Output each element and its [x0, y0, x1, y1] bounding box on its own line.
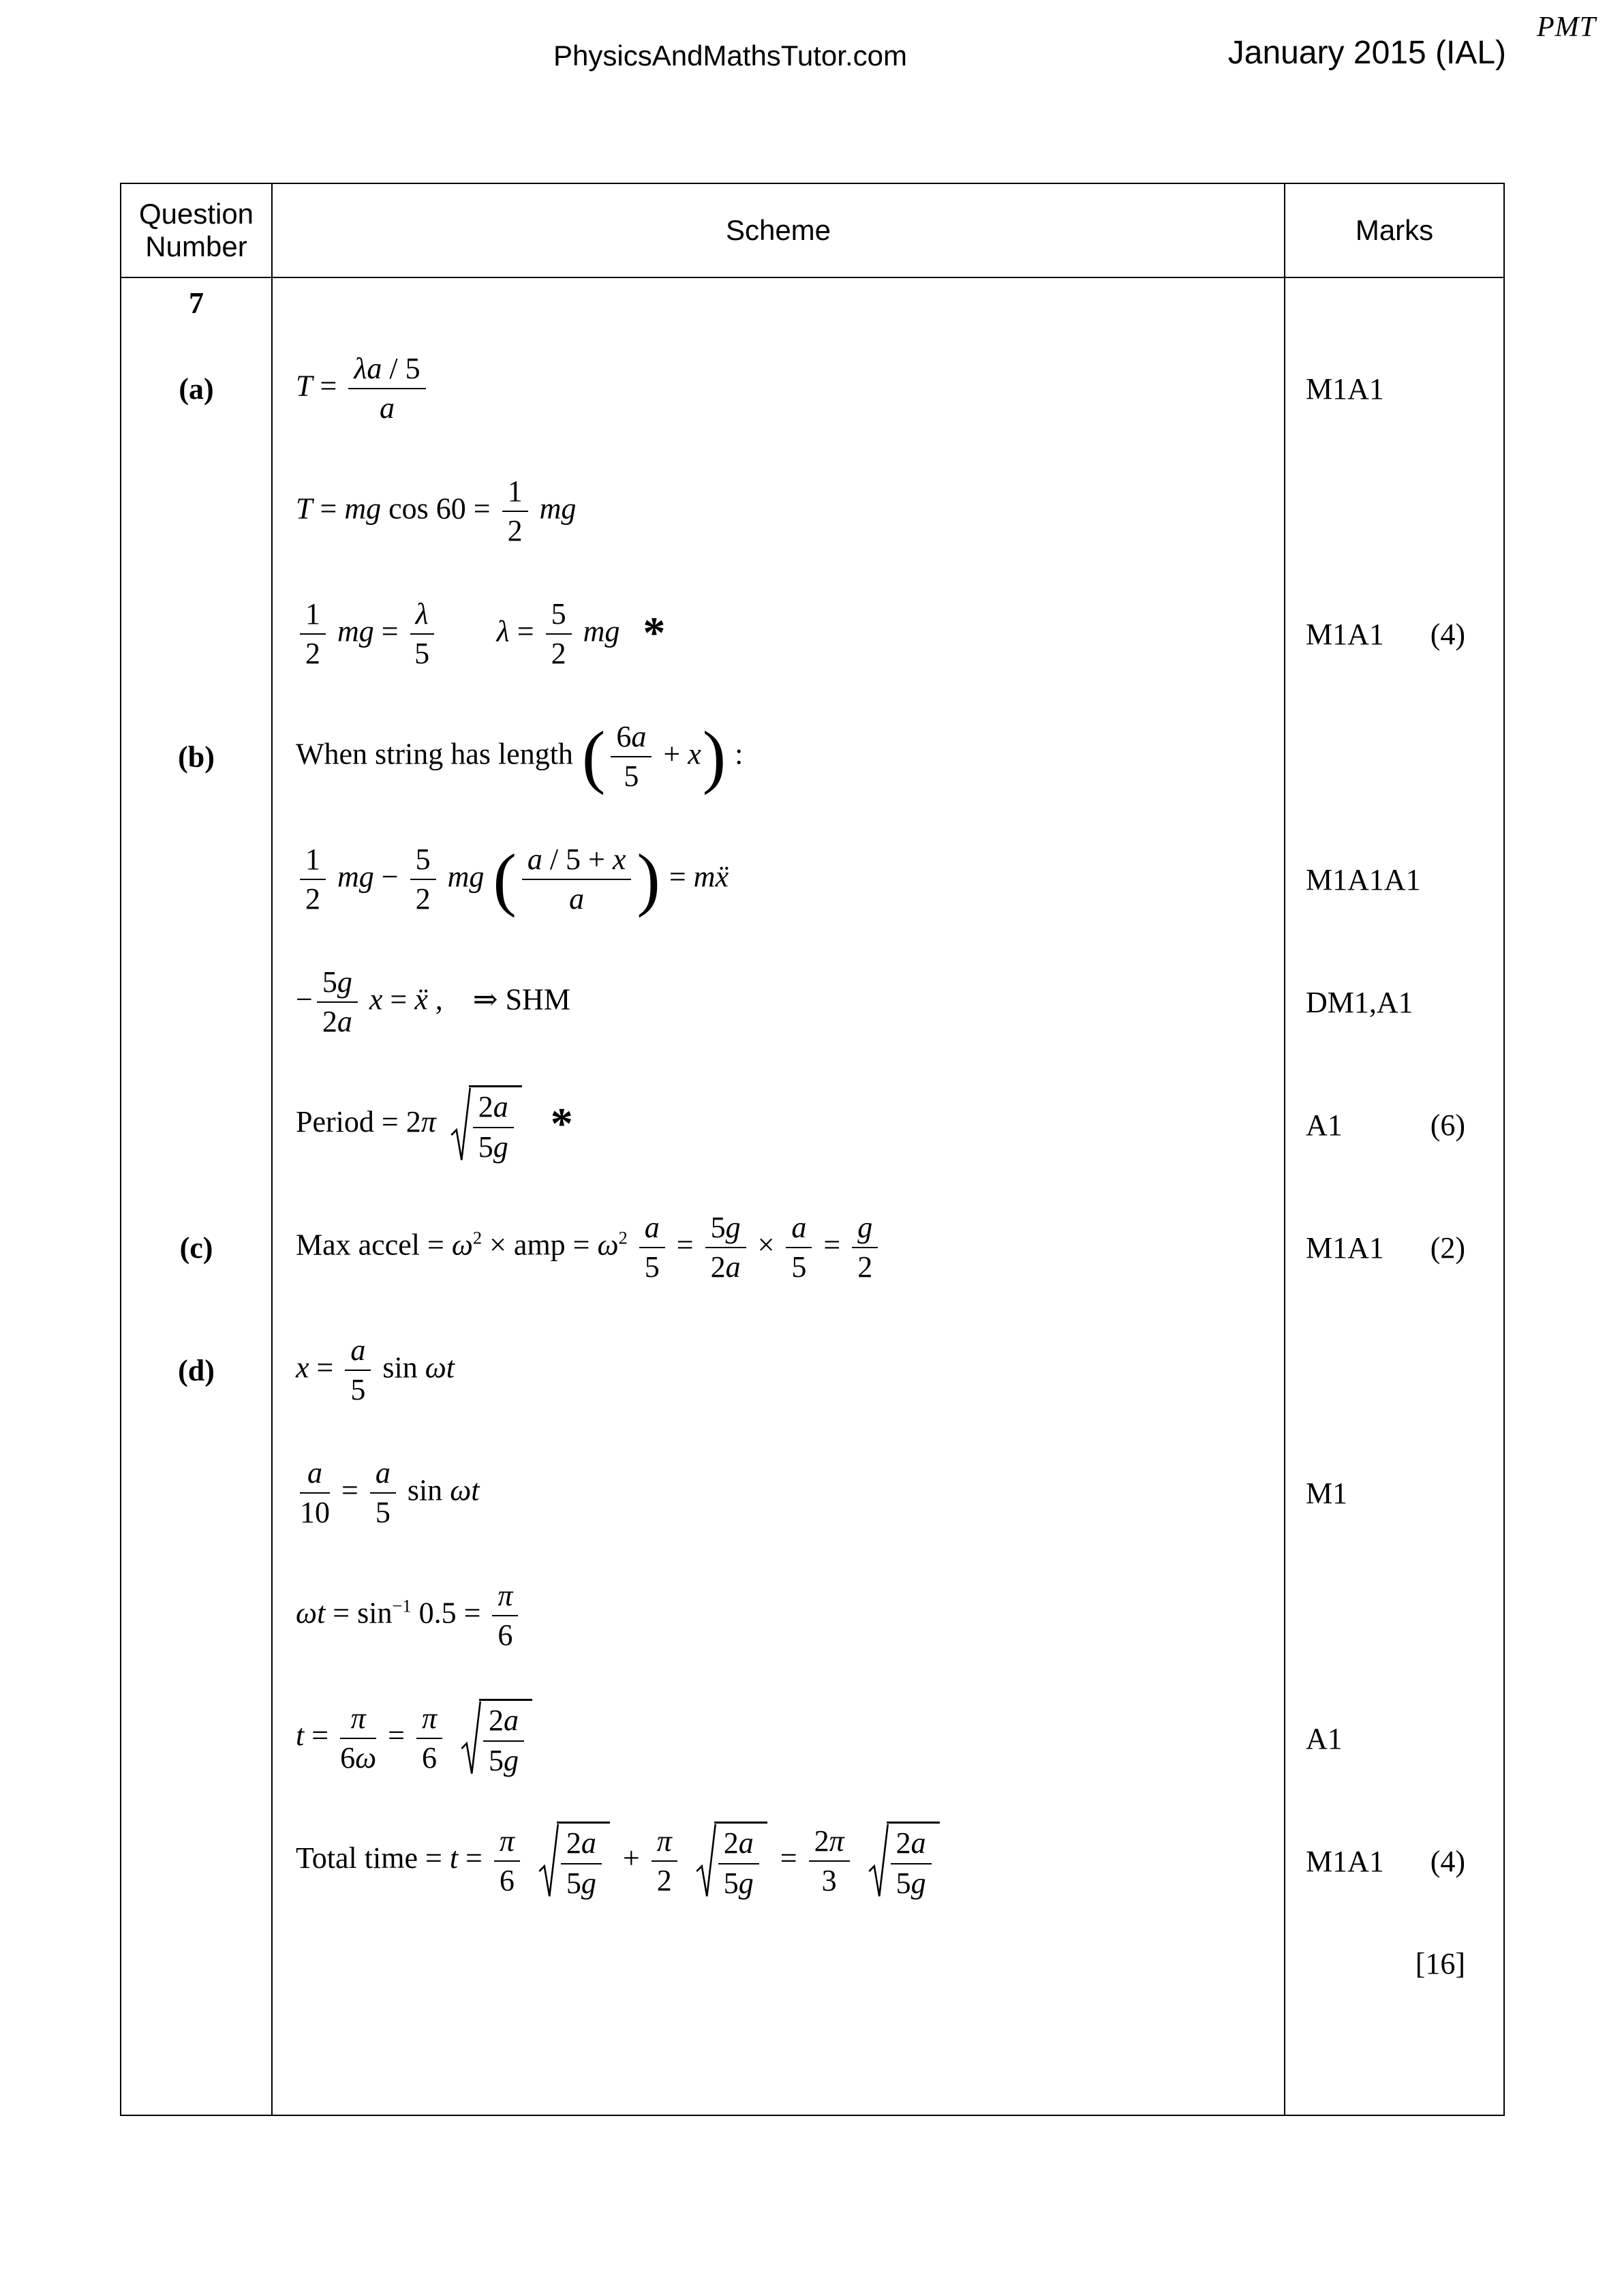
pmt-watermark: PMT	[1537, 12, 1596, 43]
formula: $\frac{a}{10}$ = $\frac{a}{5}$ sin ωt	[300, 1455, 480, 1529]
formula: Max accel = $\omega^2$ × amp = $\omega^2$ $\frac{a}{5}$ = $\frac{5g}{2a}$ × $\frac{a}{5}$ = $\frac{g}{2}$	[296, 1212, 882, 1283]
formula: − $\frac{5g}{2a}$ x = ẍ , ⇒ SHM	[296, 965, 570, 1038]
part-label	[121, 818, 273, 941]
filler-marks-cell	[1285, 2004, 1503, 2115]
marks: M1A1	[1306, 372, 1384, 406]
header-marks: Marks	[1355, 214, 1434, 246]
marks-note: (4)	[1430, 617, 1465, 651]
part-label: (a)	[121, 327, 273, 450]
mark-scheme-table	[120, 183, 1505, 2116]
marks: M1A1	[1306, 1230, 1384, 1265]
formula: T = $\frac{\lambda a / 5}{a}$	[296, 353, 430, 424]
marks: M1A1	[1306, 1844, 1384, 1878]
marks-cell	[1285, 1677, 1503, 1800]
formula-cell	[273, 278, 1285, 327]
formula-cell	[273, 695, 1285, 818]
formula-cell	[273, 1677, 1285, 1800]
formula: Total time = t = $\frac{\pi}{6}$ 2a 5g + $\frac{\pi}{2}$ 2a 5g = $\frac{2\pi}{3}$ 2a 5g	[296, 1822, 945, 1900]
formula-cell	[273, 327, 1285, 450]
site-title: PhysicsAndMathsTutor.com	[553, 40, 907, 72]
formula-cell	[273, 1554, 1285, 1677]
table-filler-row	[121, 2004, 1503, 2115]
marks-cell	[1285, 278, 1503, 327]
marks-cell	[1285, 1554, 1503, 1677]
header-scheme: Scheme	[273, 184, 1285, 277]
part-label	[121, 941, 273, 1063]
marks-cell	[1285, 1309, 1503, 1432]
part-label	[121, 1677, 273, 1800]
header-question-number: Question Number	[121, 184, 273, 277]
scheme-row	[121, 941, 1503, 1063]
formula: $\omega t = \sin^{-1} 0.5$ = $\frac{\pi}{6}$	[296, 1580, 522, 1651]
table-header-row	[121, 184, 1503, 278]
formula-cell	[273, 1063, 1285, 1186]
part-label: (c)	[121, 1186, 273, 1309]
marks-note: (2)	[1430, 1230, 1465, 1265]
scheme-row	[121, 1309, 1503, 1432]
scheme-row	[121, 450, 1503, 573]
marks-cell	[1285, 818, 1503, 941]
formula-cell	[273, 1186, 1285, 1309]
formula: x = $\frac{a}{5}$ sin ωt	[296, 1333, 455, 1406]
scheme-row	[121, 1063, 1503, 1186]
part-label	[121, 1063, 273, 1186]
marks: M1	[1306, 1476, 1348, 1510]
part-label: 7	[121, 278, 273, 327]
filler-scheme-cell	[273, 2004, 1285, 2115]
marks: M1A1A1	[1306, 862, 1421, 896]
formula-cell	[273, 1309, 1285, 1432]
formula-cell	[273, 573, 1285, 695]
formula: Period = 2π 2a 5g *	[296, 1085, 573, 1164]
scheme-row	[121, 1554, 1503, 1677]
part-label	[121, 1432, 273, 1554]
formula-cell	[273, 1432, 1285, 1554]
marks-cell	[1285, 1800, 1503, 1922]
formula: t = $\frac{\pi}{6\omega}$ = $\frac{\pi}{6}$ 2a 5g	[296, 1699, 538, 1777]
formula-cell	[273, 1922, 1285, 2004]
part-label	[121, 450, 273, 573]
scheme-row	[121, 1800, 1503, 1922]
formula: $\frac{1}{2}$ mg = $\frac{\lambda}{5}$ λ = $\frac{5}{2}$ mg *	[296, 599, 665, 669]
marks: DM1,A1	[1306, 985, 1413, 1019]
part-label	[121, 1554, 273, 1677]
marks: A1	[1306, 1721, 1343, 1755]
marks: A1	[1306, 1108, 1343, 1142]
radical-sign-icon	[450, 1085, 471, 1164]
marks-note: (6)	[1430, 1108, 1465, 1142]
part-label	[121, 573, 273, 695]
radical-sign-icon	[461, 1699, 481, 1777]
marks-note: [16]	[1415, 1946, 1465, 1980]
radical-sign-icon	[696, 1822, 716, 1900]
formula-cell	[273, 450, 1285, 573]
scheme-row	[121, 1186, 1503, 1309]
marks-cell	[1285, 1922, 1503, 2004]
formula: $\frac{1}{2}$ mg − $\frac{5}{2}$ mg ( $\frac{a / 5 + x}{a}$ ) = mẍ	[296, 844, 729, 915]
marks-note: (4)	[1430, 1844, 1465, 1878]
formula-cell	[273, 1800, 1285, 1922]
filler-question-cell	[121, 2004, 273, 2115]
part-label: (d)	[121, 1309, 273, 1432]
scheme-row	[121, 327, 1503, 450]
marks-cell	[1285, 695, 1503, 818]
scheme-row	[121, 278, 1503, 327]
radical-sign-icon	[538, 1822, 559, 1900]
scheme-rows	[121, 278, 1503, 2115]
marks-cell	[1285, 941, 1503, 1063]
date-title: January 2015 (IAL)	[1227, 35, 1506, 71]
marks-cell	[1285, 1186, 1503, 1309]
formula: When string has length ( $\frac{6a}{5}$ + x) :	[296, 718, 744, 796]
formula-cell	[273, 941, 1285, 1063]
radical-sign-icon	[868, 1822, 889, 1900]
formula-cell	[273, 818, 1285, 941]
marks-cell	[1285, 573, 1503, 695]
marks-cell	[1285, 327, 1503, 450]
part-label	[121, 1800, 273, 1922]
scheme-row	[121, 573, 1503, 695]
marks-cell	[1285, 450, 1503, 573]
scheme-row	[121, 1922, 1503, 2004]
part-label: (b)	[121, 695, 273, 818]
scheme-row	[121, 1432, 1503, 1554]
scheme-row	[121, 818, 1503, 941]
part-label	[121, 1922, 273, 2004]
marks: M1A1	[1306, 617, 1384, 651]
marks-cell	[1285, 1432, 1503, 1554]
formula: T = mg cos 60 = $\frac{1}{2}$ mg	[296, 474, 577, 547]
marks-cell	[1285, 1063, 1503, 1186]
scheme-row	[121, 695, 1503, 818]
scheme-row	[121, 1677, 1503, 1800]
